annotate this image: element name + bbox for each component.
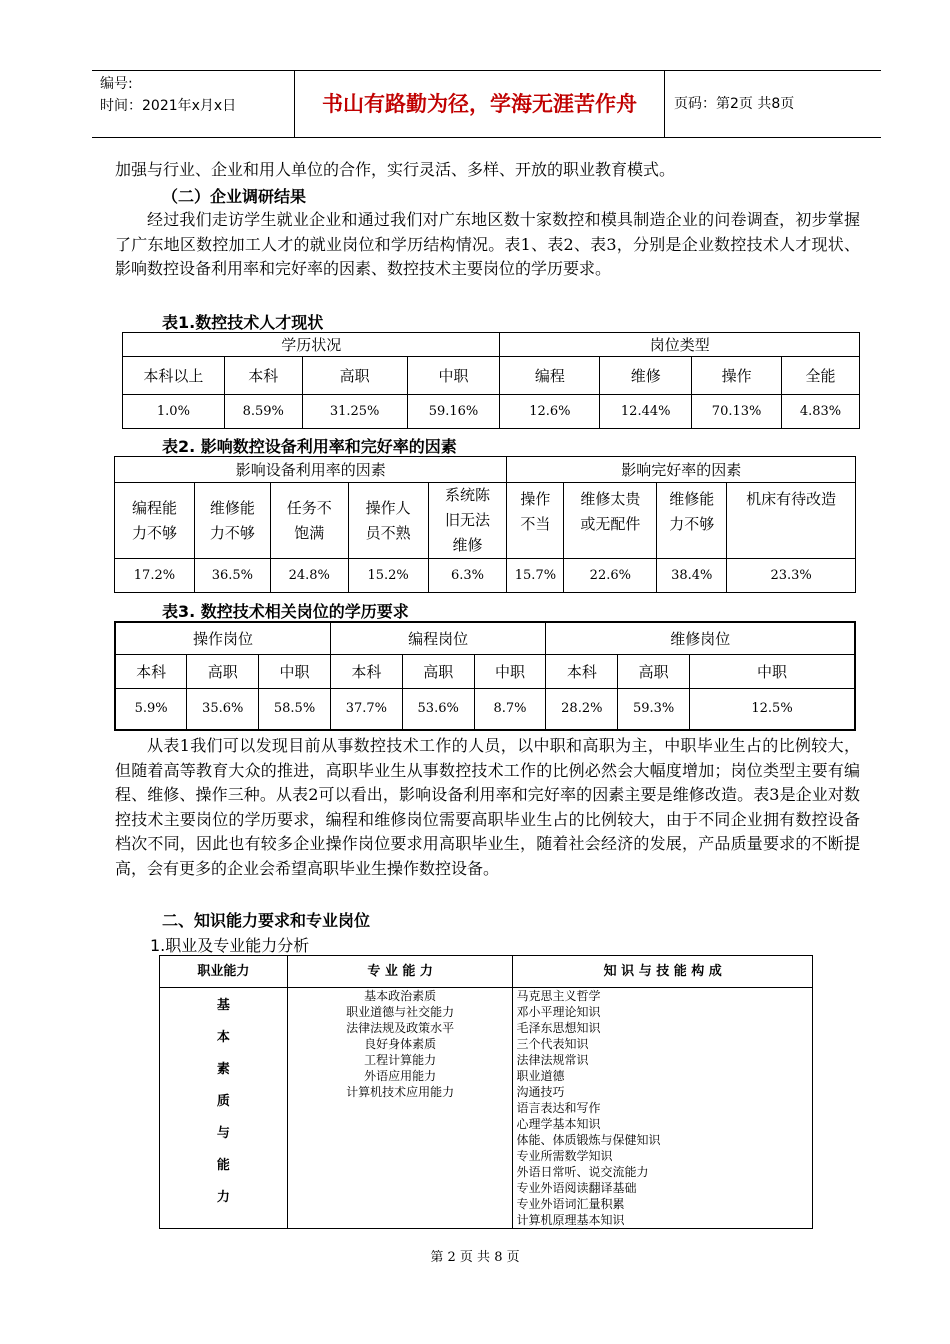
table1-value: 12.44% [600,395,692,429]
table3-title: 表3. 数控技术相关岗位的学历要求 [162,602,409,621]
table1-col: 本科以上 [123,357,225,395]
table3-group: 维修岗位 [546,622,855,654]
table4-abilities [287,988,513,1229]
table2-col: 维修能力不够 [657,483,727,559]
table1-value: 4.83% [782,395,860,429]
knowledge-item: 邓小平理论知识 [516,1005,601,1019]
table3-value: 28.2% [546,688,618,730]
knowledge-item: 毛泽东思想知识 [516,1021,601,1035]
table1-title: 表1.数控技术人才现状 [162,313,324,332]
ability-item: 工程计算能力 [364,1053,437,1067]
page-header [92,70,881,138]
table2-value: 22.6% [564,559,657,593]
paragraph-analysis: 从表1我们可以发现目前从事数控技术工作的人员，以中职和高职为主，中职毕业生占的比例较大，但随着高等教育大众的推进，高职毕业生从事数控技术工作的比例必然会大幅度增加；岗位类型主要有编程、维修、操作三种。从表2可以看出，影响设备利用率和完好率的因素主要是维修改造。表3是企业对数控技术主要岗位的学历要求，编程和维修岗位需要高职毕业生占的比例较大，由于不同企业拥有数控设备档次不同，因此也有较多企业操作岗位要求用高职毕业生，随着社会经济的发展，产品质量要求的不断提高，会有更多的企业会希望高职毕业生操作数控设备。 [115,736,860,878]
category-char: 本 [216,1030,230,1045]
category-char: 素 [216,1062,230,1077]
table2-group-utilization: 影响设备利用率的因素 [115,457,507,483]
ability-item: 基本政治素质 [364,989,437,1003]
table1-col: 全能 [782,357,860,395]
knowledge-item: 专业外语词汇量积累 [516,1197,625,1211]
table2-col: 维修太贵或无配件 [564,483,657,559]
table2-title: 表2. 影响数控设备利用率和完好率的因素 [162,437,457,456]
knowledge-item: 计算机原理基本知识 [516,1213,625,1227]
knowledge-item: 语言表达和写作 [516,1101,601,1115]
table3-value: 53.6% [402,688,474,730]
table4-category [160,988,288,1229]
table2-group-integrity: 影响完好率的因素 [507,457,856,483]
knowledge-item: 三个代表知识 [516,1037,589,1051]
ability-item: 良好身体素质 [364,1037,437,1051]
table2-value: 23.3% [727,559,856,593]
heading-subsection1: 1.职业及专业能力分析 [150,936,310,955]
table1-col: 高职 [302,357,407,395]
header-divider [664,71,665,137]
table3-col: 中职 [474,654,546,688]
table3-col: 高职 [402,654,474,688]
table1-value: 59.16% [407,395,500,429]
number-label: 编号: [100,76,133,92]
table3-value: 8.7% [474,688,546,730]
knowledge-item: 体能、体质锻炼与保健知识 [516,1133,661,1147]
table2-col: 系统陈旧无法维修 [428,483,507,559]
table3-value: 12.5% [690,688,855,730]
paragraph-intro: 加强与行业、企业和用人单位的合作，实行灵活、多样、开放的职业教育模式。 [115,160,676,179]
ability-list [288,988,513,1100]
table3-col: 本科 [330,654,402,688]
table1-group-position: 岗位类型 [500,333,860,357]
table4-knowledge [513,988,813,1229]
category-label-text [223,1214,224,1215]
knowledge-item: 心理学基本知识 [516,1117,601,1131]
table1-value: 12.6% [500,395,600,429]
table2-value: 24.8% [270,559,348,593]
table3-col: 中职 [690,654,855,688]
header-motto: 书山有路勤为径，学海无涯苦作舟 [322,92,637,116]
table2-value: 36.5% [194,559,270,593]
table2-col: 编程能力不够 [115,483,195,559]
category-char: 力 [216,1190,230,1205]
ability-item: 计算机技术应用能力 [346,1085,455,1099]
table1-value: 8.59% [224,395,302,429]
category-char: 基 [216,998,230,1013]
table3-col: 高职 [187,654,259,688]
table3-col: 本科 [115,654,187,688]
table1-col: 中职 [407,357,500,395]
table1-value: 31.25% [302,395,407,429]
table-education-requirements [114,621,856,731]
category-label [160,990,287,1214]
table2-value: 6.3% [428,559,507,593]
knowledge-list [516,988,812,1228]
table3-col: 中职 [259,654,331,688]
knowledge-item: 法律法规常识 [516,1053,589,1067]
ability-item: 法律法规及政策水平 [346,1021,455,1035]
paragraph-survey: 经过我们走访学生就业企业和通过我们对广东地区数十家数控和模具制造企业的问卷调查，初步掌握了广东地区数控加工人才的就业岗位和学历结构情况。表1、表2、表3，分别是企业数控技术人才现状、影响数控设备利用率和完好率的因素、数控技术主要岗位的学历要求。 [115,210,860,278]
table3-value: 35.6% [187,688,259,730]
table2-value: 15.7% [507,559,564,593]
table2-value: 38.4% [657,559,727,593]
header-meta [100,73,236,117]
table1-col: 编程 [500,357,600,395]
category-char: 与 [216,1126,230,1141]
time-label: 时间：2021年x月x日 [100,98,237,114]
table3-col: 高职 [618,654,690,688]
knowledge-item: 沟通技巧 [516,1085,565,1099]
table2-col: 操作不当 [507,483,564,559]
table3-col: 本科 [546,654,618,688]
heading-survey: （二）企业调研结果 [162,187,307,206]
table2-col: 机床有待改造 [727,483,856,559]
table1-value: 1.0% [123,395,225,429]
table4-head: 知 识 与 技 能 构 成 [513,956,813,988]
table4-head: 专 业 能 力 [287,956,513,988]
category-char: 质 [216,1094,230,1109]
table3-group: 编程岗位 [330,622,545,654]
knowledge-item: 专业外语阅读翻译基础 [516,1181,637,1195]
table2-col: 任务不饱满 [270,483,348,559]
table2-col: 维修能力不够 [194,483,270,559]
page-footer: 第 2 页 共 8 页 [430,1250,520,1265]
knowledge-item: 马克思主义哲学 [516,989,601,1003]
table2-col: 操作人员不熟 [348,483,428,559]
table4-head: 职业能力 [160,956,288,988]
table2-value: 17.2% [115,559,195,593]
header-page-label: 页码：第2页 共8页 [674,96,795,112]
table1-value: 70.13% [692,395,782,429]
knowledge-item: 外语日常听、说交流能力 [516,1165,649,1179]
table-utilization-factors [114,456,856,593]
table3-value: 5.9% [115,688,187,730]
ability-item: 职业道德与社交能力 [346,1005,455,1019]
table-talent-status [122,332,860,429]
table3-value: 58.5% [259,688,331,730]
table3-value: 37.7% [330,688,402,730]
table1-col: 本科 [224,357,302,395]
table3-group: 操作岗位 [115,622,330,654]
ability-item: 外语应用能力 [364,1069,437,1083]
table3-value: 59.3% [618,688,690,730]
category-char: 能 [216,1158,230,1173]
table-ability-analysis [159,955,813,1229]
table2-value: 15.2% [348,559,428,593]
heading-section2: 二、知识能力要求和专业岗位 [162,911,371,930]
table1-group-education: 学历状况 [123,333,500,357]
table1-col: 维修 [600,357,692,395]
knowledge-item: 职业道德 [516,1069,565,1083]
knowledge-item: 专业所需数学知识 [516,1149,613,1163]
table1-col: 操作 [692,357,782,395]
